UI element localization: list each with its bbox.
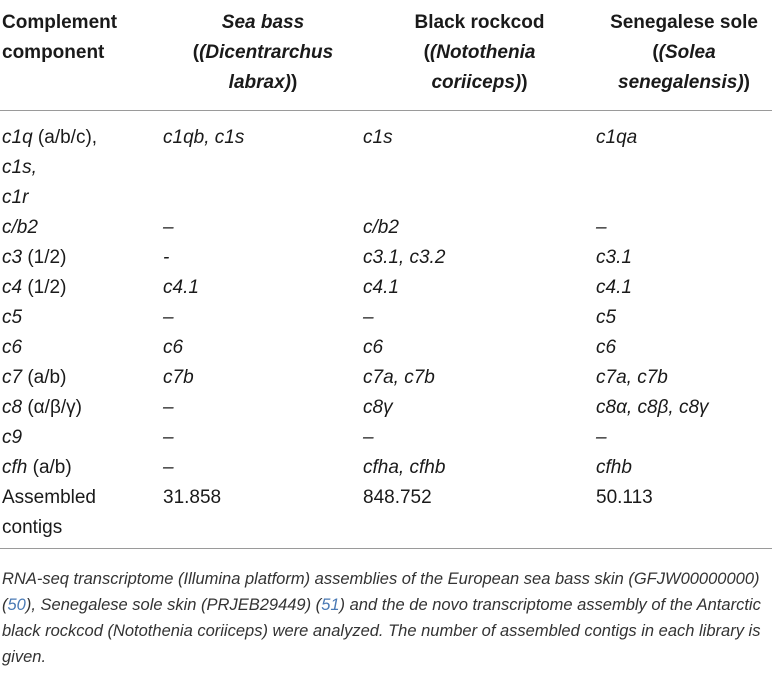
sole-cell: c8α, c8β, c8γ bbox=[596, 397, 709, 418]
table-row bbox=[0, 363, 772, 393]
gene-name-extra: c1r bbox=[2, 187, 29, 208]
contigs-label-cell bbox=[0, 483, 163, 549]
table-row bbox=[0, 273, 772, 303]
rockcod-cell: c3.1, c3.2 bbox=[363, 247, 446, 268]
table-header bbox=[0, 0, 772, 111]
species-name-part: coriiceps) bbox=[431, 72, 522, 93]
gene-variants: (1/2) bbox=[22, 247, 67, 268]
header-senegalese-sole: Senegalese sole ((Solea senegalensis)) bbox=[610, 12, 758, 93]
component-cell bbox=[0, 453, 163, 483]
rockcod-cell: c6 bbox=[363, 337, 384, 358]
gene-variants: (a/b) bbox=[22, 367, 67, 388]
gene-name: c7 bbox=[2, 367, 23, 388]
sea-bass-cell: – bbox=[163, 457, 174, 478]
component-cell bbox=[0, 423, 163, 453]
table-row bbox=[0, 333, 772, 363]
table-body bbox=[0, 111, 772, 549]
sole-cell: c6 bbox=[596, 337, 617, 358]
table-row bbox=[0, 243, 772, 273]
sole-cell: c4.1 bbox=[596, 277, 632, 298]
component-cell bbox=[0, 393, 163, 423]
rockcod-cell: c4.1 bbox=[363, 277, 399, 298]
component-cell bbox=[0, 303, 163, 333]
sea-bass-cell: c6 bbox=[163, 337, 184, 358]
sole-cell: c7a, c7b bbox=[596, 367, 668, 388]
table-row bbox=[0, 303, 772, 333]
rockcod-cell: cfha, cfhb bbox=[363, 457, 446, 478]
rockcod-contigs: 848.752 bbox=[363, 487, 432, 508]
header-complement-component: Complement component bbox=[2, 12, 118, 63]
table-row bbox=[0, 213, 772, 243]
gene-name: c4 bbox=[2, 277, 23, 298]
rockcod-cell: – bbox=[363, 427, 374, 448]
component-cell bbox=[0, 273, 163, 303]
gene-name: c9 bbox=[2, 427, 23, 448]
sea-bass-cell: – bbox=[163, 397, 174, 418]
rockcod-cell: – bbox=[363, 307, 374, 328]
table-row bbox=[0, 393, 772, 423]
gene-variants: (a/b/c), bbox=[32, 127, 98, 148]
gene-name: c1q bbox=[2, 127, 33, 148]
gene-variants: (1/2) bbox=[22, 277, 67, 298]
reference-link-50[interactable]: 50 bbox=[7, 596, 26, 614]
rockcod-cell: c7a, c7b bbox=[363, 367, 435, 388]
assembled-contigs-row bbox=[0, 483, 772, 549]
sole-cell: c1qa bbox=[596, 127, 638, 148]
gene-name: c3 bbox=[2, 247, 23, 268]
sea-bass-cell: c4.1 bbox=[163, 277, 199, 298]
sole-cell: – bbox=[596, 217, 607, 238]
sea-bass-cell: – bbox=[163, 307, 174, 328]
sole-cell: c5 bbox=[596, 307, 617, 328]
gene-variants: (α/β/γ) bbox=[22, 397, 82, 418]
header-sea-bass: Sea bass ((Dicentrarchus labrax)) bbox=[192, 12, 334, 93]
component-cell bbox=[0, 243, 163, 273]
species-name-part: senegalensis) bbox=[618, 72, 744, 93]
header-black-rockcod: Black rockcod ((Notothenia coriiceps)) bbox=[414, 12, 545, 93]
sea-bass-contigs: 31.858 bbox=[163, 487, 222, 508]
table-row bbox=[0, 111, 772, 214]
sea-bass-cell: – bbox=[163, 217, 174, 238]
sole-cell: c3.1 bbox=[596, 247, 632, 268]
table-row bbox=[0, 453, 772, 483]
table-row bbox=[0, 423, 772, 453]
gene-name: c/b2 bbox=[2, 217, 38, 238]
gene-name-extra: c1s, bbox=[2, 157, 37, 178]
rockcod-cell: c8γ bbox=[363, 397, 393, 418]
table-footnote: RNA-seq transcriptome (Illumina platform) assemblies of the European sea bass skin (GFJW00000000) (50), Senegalese sole skin (PRJEB29449) (51) and the de novo transcriptome assembly of the Antarctic black rockcod (Notothenia coriiceps) were analyzed. The number of assembled contigs in each library is given. bbox=[2, 570, 761, 666]
gene-name: c6 bbox=[2, 337, 23, 358]
component-cell bbox=[0, 363, 163, 393]
species-name-part: (Notothenia bbox=[429, 42, 536, 63]
sea-bass-cell: - bbox=[163, 247, 170, 268]
component-cell bbox=[0, 213, 163, 243]
component-cell bbox=[0, 333, 163, 363]
species-name-part: labrax) bbox=[228, 72, 291, 93]
species-name-part: (Dicentrarchus bbox=[199, 42, 334, 63]
gene-name: c5 bbox=[2, 307, 23, 328]
contigs-label: Assembled bbox=[2, 487, 96, 508]
sole-cell: – bbox=[596, 427, 607, 448]
rockcod-cell: c/b2 bbox=[363, 217, 399, 238]
reference-link-51[interactable]: 51 bbox=[321, 596, 340, 614]
sole-cell: cfhb bbox=[596, 457, 632, 478]
component-cell bbox=[0, 111, 163, 214]
sea-bass-cell: – bbox=[163, 427, 174, 448]
sea-bass-cell: c1qb, c1s bbox=[163, 127, 245, 148]
gene-name: cfh bbox=[2, 457, 28, 478]
sea-bass-cell: c7b bbox=[163, 367, 194, 388]
sole-contigs: 50.113 bbox=[596, 487, 653, 508]
rockcod-cell: c1s bbox=[363, 127, 393, 148]
header-row bbox=[0, 0, 772, 111]
contigs-label: contigs bbox=[2, 517, 63, 538]
gene-name: c8 bbox=[2, 397, 23, 418]
gene-variants: (a/b) bbox=[27, 457, 72, 478]
species-name-part: (Solea bbox=[658, 42, 716, 63]
